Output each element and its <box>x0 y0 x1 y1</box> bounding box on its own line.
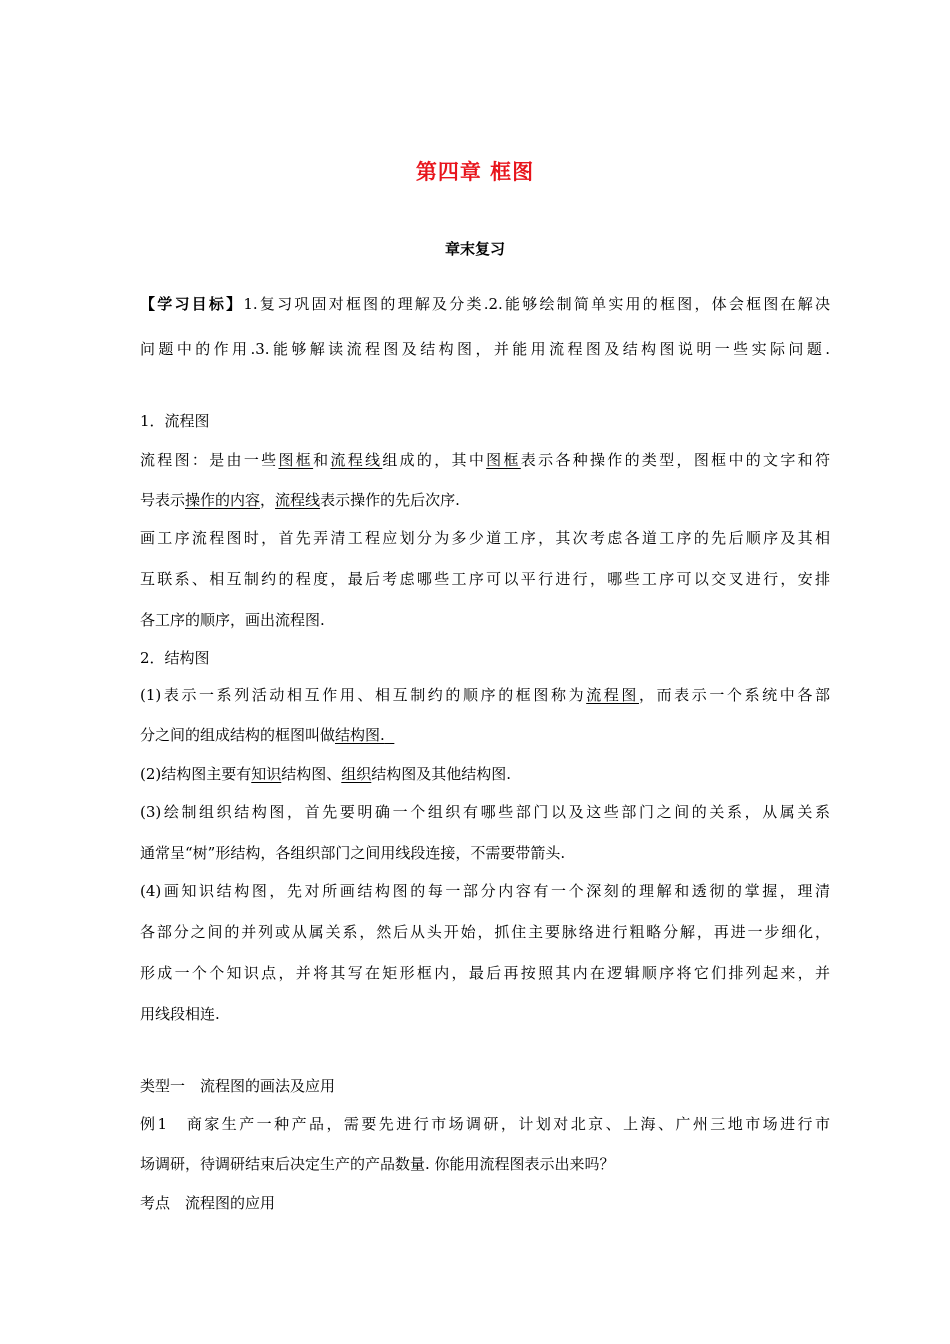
structure-item-3-line: 通常呈“树”形结构，各组织部门之间用线段连接，不需要带箭头. <box>140 844 566 862</box>
structure-item-4-line: 各部分之间的并列或从属关系，然后从头开始，抓住主要脉络进行粗略分解，再进一步细化， <box>140 923 830 941</box>
type-heading: 类型一 流程图的画法及应用 <box>140 1077 336 1095</box>
flowchart-definition-line-1: 流程图：是由一些图框和流程线组成的，其中图框表示各种操作的类型，图框中的文字和符 <box>140 451 830 469</box>
kaodian-label: 考点 流程图的应用 <box>140 1194 276 1212</box>
example-line: 例1 商家生产一种产品，需要先进行市场调研，计划对北京、上海、广州三地市场进行市 <box>140 1115 830 1133</box>
structure-item-1-line-1: (1)表示一系列活动相互作用、相互制约的顺序的框图称为流程图，而表示一个系统中各部 <box>140 686 830 704</box>
example-line: 场调研，待调研结束后决定生产的产品数量. 你能用流程图表示出来吗？ <box>140 1155 615 1173</box>
structure-item-2: (2)结构图主要有知识结构图、组织结构图及其他结构图. <box>140 765 512 783</box>
learning-goals-line-1: 【学习目标】1.复习巩固对框图的理解及分类.2.能够绘制简单实用的框图，体会框图在解决 <box>140 295 830 313</box>
learning-goals-line-2: 问题中的作用.3.能够解读流程图及结构图，并能用流程图及结构图说明一些实际问题. <box>140 340 830 358</box>
structure-item-4-line: 用线段相连. <box>140 1005 220 1023</box>
chapter-title: 第四章 框图 <box>415 160 535 184</box>
learning-goals-label: 【学习目标】 <box>140 295 244 313</box>
structure-item-4-line: 形成一个个知识点，并将其写在矩形框内，最后再按照其内在逻辑顺序将它们排列起来，并 <box>140 964 830 982</box>
structure-item-4-line: (4)画知识结构图，先对所画结构图的每一部分内容有一个深刻的理解和透彻的掌握，理清 <box>140 882 830 900</box>
paragraph-line: 各工序的顺序，画出流程图. <box>140 611 325 629</box>
section2-heading: 2．结构图 <box>140 649 210 667</box>
structure-item-1-line-2: 分之间的组成结构的框图叫做结构图. <box>140 726 385 744</box>
paragraph-line: 画工序流程图时，首先弄清工程应划分为多少道工序，其次考虑各道工序的先后顺序及其相 <box>140 529 830 547</box>
paragraph-line: 互联系、相互制约的程度，最后考虑哪些工序可以平行进行，哪些工序可以交叉进行，安排 <box>140 570 830 588</box>
section1-heading: 1．流程图 <box>140 412 210 430</box>
structure-item-3-line: (3)绘制组织结构图，首先要明确一个组织有哪些部门以及这些部门之间的关系，从属关系 <box>140 803 830 821</box>
flowchart-definition-line-2: 号表示操作的内容，流程线表示操作的先后次序. <box>140 491 460 509</box>
section-subtitle: 章末复习 <box>444 240 505 258</box>
